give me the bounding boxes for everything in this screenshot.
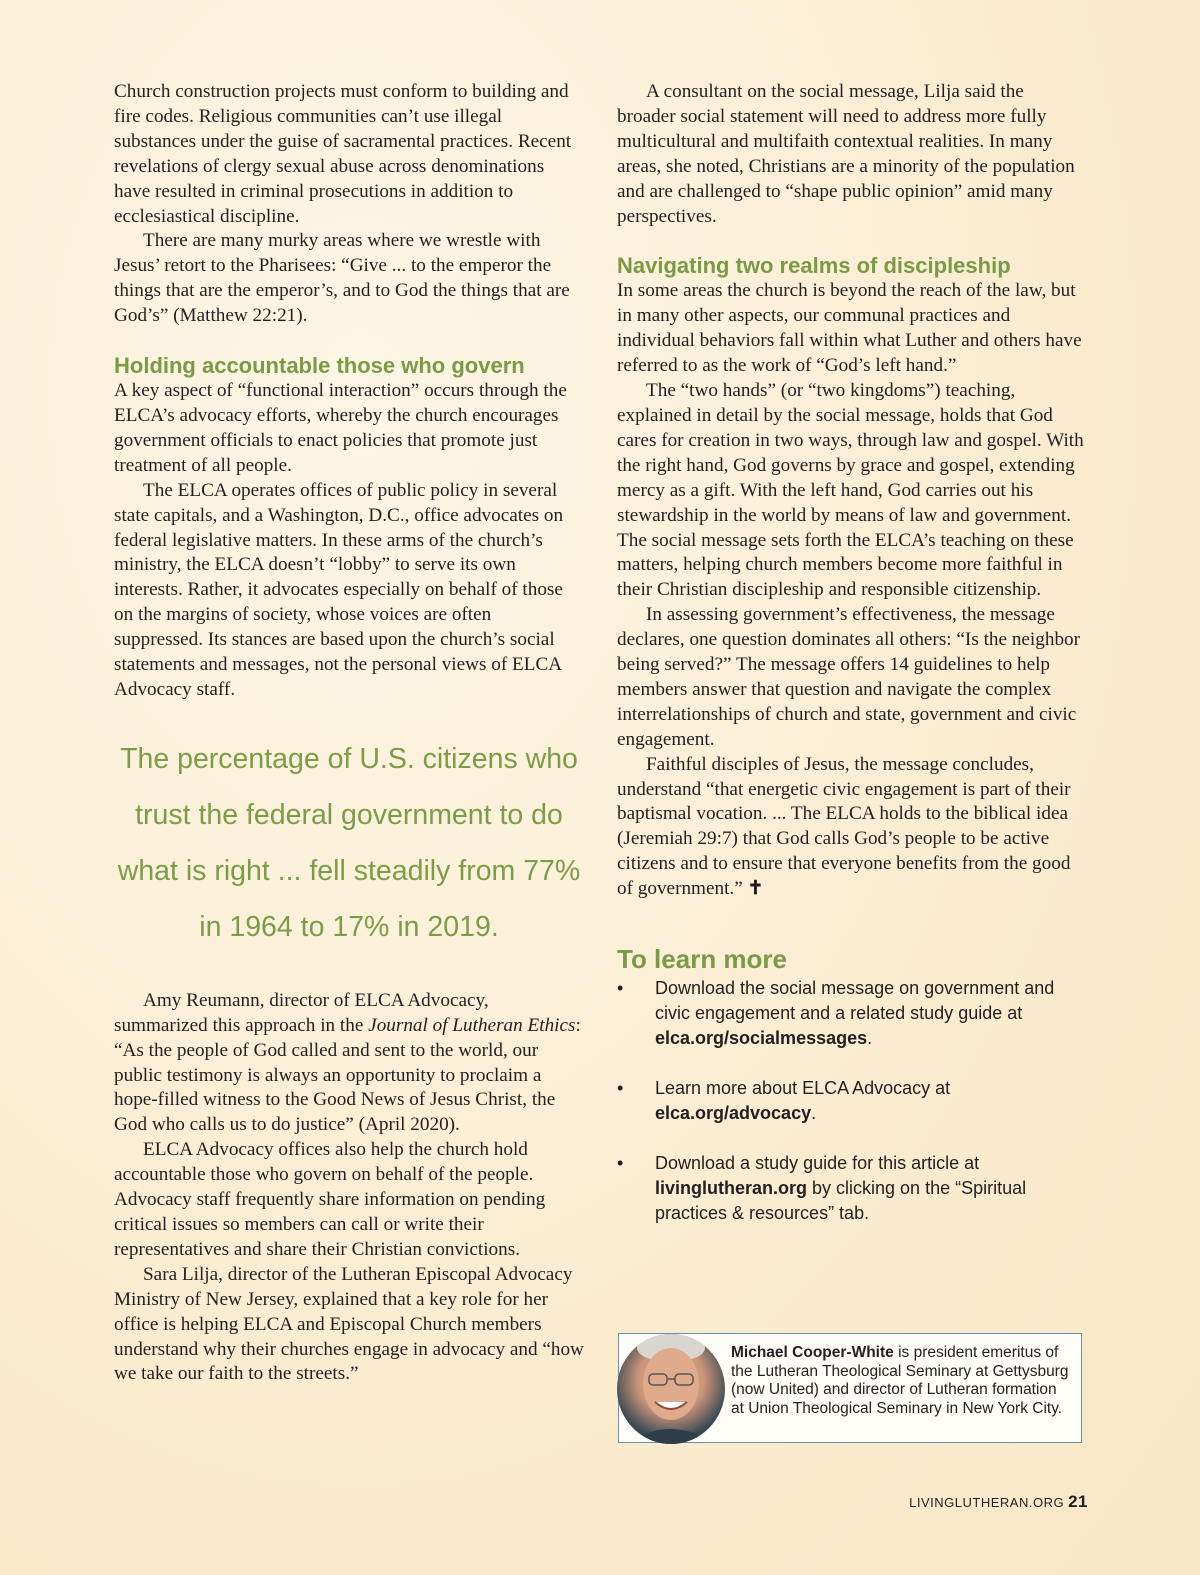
portrait-illustration (617, 1334, 725, 1444)
end-mark-icon: ✝ (747, 878, 764, 900)
bullet-icon: • (617, 1153, 624, 1174)
author-bio-text (731, 1344, 1073, 1418)
body-paragraph: A consultant on the social message, Lilja said the broader social statement will need to address more fully multicultural and multifaith contextual realities. In many areas, she noted, Christians are a minority of the population and are challenged to “shape public opinion” amid many perspectives. (617, 81, 1075, 227)
text-span: . (811, 1103, 817, 1124)
pull-quote: The percentage of U.S. citizens who trust the federal government to do what is right ... fell steadily from 77% in 1964 to 17% in 2019. (117, 742, 581, 943)
text-span: : “As the people of God called and sent to the world, our public testimony is always an opportunity to proclaim a hope-filled witness to the Good News of Jesus Christ, the God who calls us to do justice” (April 2020). (114, 1014, 581, 1136)
list-item (617, 976, 1087, 1051)
list-item (617, 1076, 1087, 1126)
body-paragraph: There are many murky areas where we wrestle with Jesus’ retort to the Pharisees: “Give ... to the emperor the things that are the emperor’s, and to God the things that are God’s” (Matthew 22:21). (114, 230, 570, 327)
text-span: Download a study guide for this article at (655, 1153, 980, 1174)
text-span: Faithful disciples of Jesus, the message concludes, understand “that energetic civic engagement is part of their baptismal vocation. ... The ELCA holds to the biblical idea (Jeremiah 29:7) that God calls God’s people to be active citizens and to ensure that everyone benefits from the good of government.” (617, 753, 1071, 900)
author-bio-box (618, 1333, 1082, 1443)
body-paragraph: The “two hands” (or “two kingdoms”) teaching, explained in detail by the social message, holds that God cares for creation in two ways, through law and gospel. With the right hand, God governs by grace and gospel, extending mercy as a gift. With the left hand, God carries out his stewardship in the world by means of law and government. The social message sets forth the ELCA’s teaching on these matters, helping church members become more faithful in their Christian discipleship and responsible citizenship. (617, 380, 1084, 601)
section-heading: Navigating two realms of discipleship (617, 253, 1011, 279)
link-advocacy[interactable]: elca.org/advocacy (655, 1103, 812, 1124)
journal-title: Journal of Lutheran Ethics (368, 1014, 576, 1036)
body-paragraph: In assessing government’s effectiveness, the message declares, one question dominates all others: “Is the neighbor being served?” The message offers 14 guidelines to help members answer that question and navigate the complex interrelationships of church and state, government and civic engagement. (617, 604, 1081, 750)
author-name: Michael Cooper-White (731, 1344, 894, 1361)
left-column (114, 80, 584, 1387)
body-paragraph: In some areas the church is beyond the reach of the law, but in many other aspects, our communal practices and individual behaviors fall within what Luther and others have referred to as the work of “God’s left hand.” (617, 280, 1082, 377)
author-photo (617, 1334, 725, 1444)
learn-more-title: To learn more (617, 944, 788, 975)
text-span: Amy Reumann, director of ELCA Advocacy, summarized this approach in the (114, 989, 489, 1036)
text-span: . (867, 1028, 873, 1049)
body-paragraph (114, 989, 584, 1138)
text-span: by clicking on the “Spiritual practices & resources” tab. (655, 1178, 1027, 1224)
bio-description: is president emeritus of the Lutheran Theological Seminary at Gettysburg (now United) and director of Lutheran formation at Union Theological Seminary in New York City. (731, 1344, 1069, 1417)
body-paragraph: ELCA Advocacy offices also help the church hold accountable those who govern on behalf of the people. Advocacy staff frequently share information on pending critical issues so members can call or write their representatives and share their Christian convictions. (114, 1139, 546, 1260)
text-span: Download the social message on government and civic engagement and a related study guide at (655, 978, 1055, 1024)
learn-more-list (617, 976, 1087, 1226)
bullet-icon: • (617, 1078, 624, 1099)
body-paragraph (617, 753, 1087, 902)
page-number: 21 (1068, 1492, 1088, 1511)
right-column (617, 80, 1087, 1251)
section-heading: Holding accountable those who govern (114, 353, 525, 379)
footer-site: LIVINGLUTHERAN.ORG (909, 1495, 1065, 1510)
text-span: Learn more about ELCA Advocacy at (655, 1078, 951, 1099)
body-paragraph: A key aspect of “functional interaction” occurs through the ELCA’s advocacy efforts, whereby the church encourages government officials to enact policies that promote just treatment of all people. (114, 380, 567, 476)
body-paragraph: Church construction projects must conform to building and fire codes. Religious communities can’t use illegal substances under the guise of sacramental practices. Recent revelations of clergy sexual abuse across denominations have resulted in criminal prosecutions in addition to ecclesiastical discipline. (114, 81, 572, 227)
link-livinglutheran[interactable]: livinglutheran.org (655, 1178, 808, 1199)
link-socialmessages[interactable]: elca.org/socialmessages (655, 1028, 868, 1049)
bullet-icon: • (617, 978, 624, 999)
body-paragraph: The ELCA operates offices of public policy in several state capitals, and a Washington, D.C., office advocates on federal legislative matters. In these arms of the church’s ministry, the ELCA doesn’t “lobby” to serve its own interests. Rather, it advocates especially on behalf of those on the margins of society, whose voices are often suppressed. Its stances are based upon the church’s social statements and messages, not the personal views of ELCA Advocacy staff. (114, 479, 564, 700)
list-item (617, 1151, 1087, 1226)
body-paragraph: Sara Lilja, director of the Lutheran Episcopal Advocacy Ministry of New Jersey, explained that a key role for her office is helping ELCA and Episcopal Church members understand why their churches engage in advocacy and “how we take our faith to the streets.” (114, 1263, 584, 1385)
learn-more-box (617, 944, 1087, 1226)
page-footer (909, 1492, 1088, 1512)
